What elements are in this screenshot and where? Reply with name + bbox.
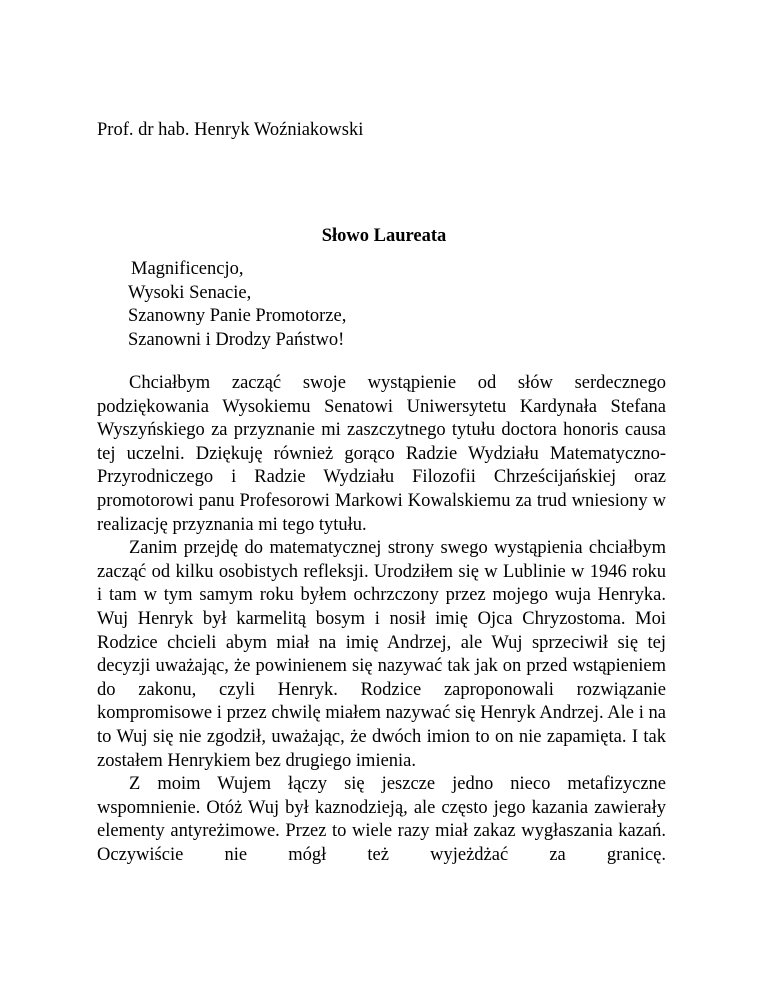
paragraph: Z moim Wujem łączy się jeszcze jedno nieco metafizyczne wspomnienie. Otóż Wuj był kaznodzieją, ale często jego kazania zawierały elementy antyreżimowe. Przez to wiele razy miał zakaz wygłaszania kazań. Oczywiście nie mógł też wyjeżdżać za granicę. [97,774,666,865]
body-text [97,372,666,867]
salutation-line: Szanowny Panie Promotorze, [128,306,347,327]
author-line: Prof. dr hab. Henryk Woźniakowski [97,120,364,140]
document-title: Słowo Laureata [321,226,447,246]
salutation-line: Magnificencjo, [131,259,244,279]
paragraph: Chciałbym zacząć swoje wystąpienie od słów serdecznego podziękowania Wysokiemu Senatowi Uniwersytetu Kardynała Stefana Wyszyńskiego za przyznanie mi zaszczytnego tytułu doctora honoris causa tej uczelni. Dziękuję również gorąco Radzie Wydziału Matematyczno-Przyrodniczego i Radzie Wydziału Filozofii Chrześcijańskiej oraz promotorowi panu Profesorowi Markowi Kowalskiemu za trud wniesiony w realizację przyznania mi tego tytułu. [97,373,666,535]
salutation-line: Wysoki Senacie, [128,282,252,303]
paragraph: Zanim przejdę do matematycznej strony swego wystąpienia chciałbym zacząć od kilku osobistych refleksji. Urodziłem się w Lublinie w 1946 roku i tam w tym samym roku byłem ochrzczony przez mojego wuja Henryka. Wuj Henryk był karmelitą bosym i nosił imię Ojca Chryzostoma. Moi Rodzice chcieli abym miał na imię Andrzej, ale Wuj sprzeciwił się tej decyzji uważając, że powinienem się nazywać tak jak on przed wstąpieniem do zakonu, czyli Henryk. Rodzice zaproponowali rozwiązanie kompromisowe i przez chwilę miałem nazywać się Henryk Andrzej. Ale i na to Wuj się nie zgodził, uważając, że dwóch imion to on nie zapamięta. I tak zostałem Henrykiem bez drugiego imienia. [97,538,666,771]
salutation-line: Szanowni i Drodzy Państwo! [128,329,345,350]
salutation-block [128,258,346,352]
